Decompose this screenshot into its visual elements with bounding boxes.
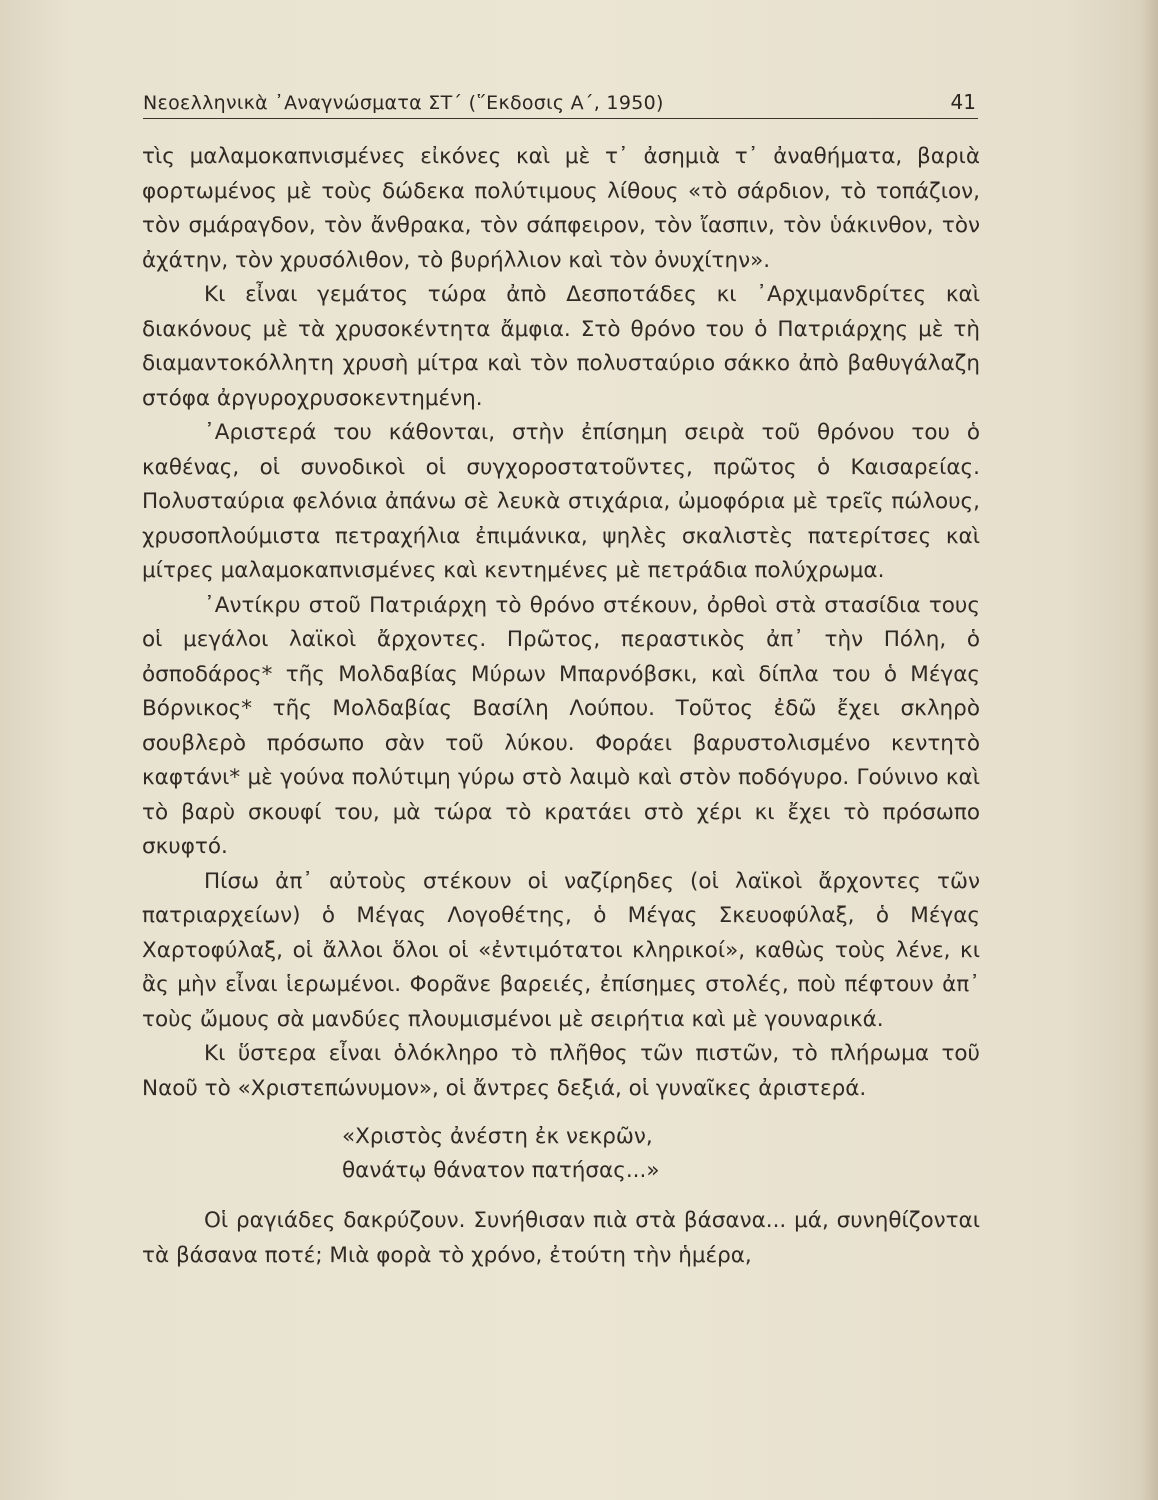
paragraph: Πίσω ἀπ᾿ αὐτοὺς στέκουν οἱ ναζίρηδες (οἱ λαϊκοὶ ἄρχοντες τῶν πατριαρχείων) ὁ Μέγας Λογοθέτης, ὁ Μέγας Σκευοφύλαξ, ὁ Μέγας Χαρτοφύλαξ, οἱ ἄλλοι ὅλοι οἱ «ἐντιμότατοι κληρικοί», καθὼς τοὺς λένε, κι ἂς μὴν εἶναι ἱερωμένοι. Φορᾶνε βαρειές, ἐπίσημες στολές, ποὺ πέφτουν ἀπ᾿ τοὺς ὤμους σὰ μανδύες πλουμισμένοι μὲ σειρήτια καὶ μὲ γουναρικά. xyxy=(142,868,980,1032)
verse-line: «Χριστὸς ἀνέστη ἐκ νεκρῶν, xyxy=(342,1124,653,1149)
running-header xyxy=(143,86,978,119)
paragraph: ᾿Αριστερά του κάθονται, στὴν ἐπίσημη σειρὰ τοῦ θρόνου του ὁ καθένας, οἱ συνοδικοὶ οἱ συγχοροστατοῦντες, πρῶτος ὁ Καισαρείας. Πολυσταύρια φελόνια ἀπάνω σὲ λευκὰ στιχάρια, ὠμοφόρια μὲ τρεῖς πώλους, χρυσοπλούμιστα πετραχήλια ἐπιμάνικα, ψηλὲς σκαλιστὲς πατερίτσες καὶ μίτρες μαλαμοκαπνισμένες καὶ κεντημένες μὲ πετράδια πολύχρωμα. xyxy=(142,420,980,583)
paragraph: ᾿Αντίκρυ στοῦ Πατριάρχη τὸ θρόνο στέκουν, ὀρθοὶ στὰ στασίδια τους οἱ μεγάλοι λαϊκοὶ ἄρχοντες. Πρῶτος, περαστικὸς ἀπ᾿ τὴν Πόλη, ὁ ὀσποδάρος* τῆς Μολδαβίας Μύρων Μπαρνόβσκι, καὶ δίπλα του ὁ Μέγας Βόρνικος* τῆς Μολδαβίας Βασίλη Λούπου. Τοῦτος ἐδῶ ἔχει σκληρὸ σουβλερὸ πρόσωπο σὰν τοῦ λύκου. Φοράει βαρυστολισμένο κεντητὸ καφτάνι* μὲ γούνα πολύτιμη γύρω στὸ λαιμὸ καὶ στὸν ποδόγυρο. Γούνινο καὶ τὸ βαρὺ σκουφί του, μὰ τώρα τὸ κρατάει στὸ χέρι κι ἔχει τὸ πρόσωπο σκυφτό. xyxy=(142,592,980,859)
paragraph: Κι ὕστερα εἶναι ὁλόκληρο τὸ πλῆθος τῶν πιστῶν, τὸ πλήρωμα τοῦ Ναοῦ τὸ «Χριστεπώνυμον», οἱ ἄντρες δεξιά, οἱ γυναῖκες ἀριστερά. xyxy=(142,1041,980,1101)
running-header-title: Νεοελληνικὰ ᾿Αναγνώσματα ΣΤ΄ (῞Εκδοσις Α΄, 1950) xyxy=(143,92,664,114)
page-number: 41 xyxy=(950,90,976,114)
verse-line: θανάτῳ θάνατον πατήσας...» xyxy=(342,1158,660,1183)
paragraph: τὶς μαλαμοκαπνισμένες εἰκόνες καὶ μὲ τ᾿ ἀσημιὰ τ᾿ ἀναθήματα, βαριὰ φορτωμένος μὲ τοὺς δώδεκα πολύτιμους λίθους «τὸ σάρδιον, τὸ τοπάζιον, τὸν σμάραγδον, τὸν ἄνθρακα, τὸν σάπφειρον, τὸν ἴασπιν, τὸν ὑάκινθον, τὸν ἀχάτην, τὸν χρυσόλιθον, τὸ βυρήλλιον καὶ τὸν ὀνυχίτην». xyxy=(142,144,980,273)
paragraph: Οἱ ραγιάδες δακρύζουν. Συνήθισαν πιὰ στὰ βάσανα... μά, συνηθίζονται τὰ βάσανα ποτέ; Μιὰ φορὰ τὸ χρόνο, ἐτούτη τὴν ἡμέρα, xyxy=(142,1208,980,1268)
page-edge-shadow xyxy=(1140,0,1158,1500)
paragraph: Κι εἶναι γεμάτος τώρα ἀπὸ Δεσποτάδες κι ᾿Αρχιμανδρίτες καὶ διακόνους μὲ τὰ χρυσοκέντητα ἄμφια. Στὸ θρόνο του ὁ Πατριάρχης μὲ τὴ διαμαντοκόλλητη χρυσὴ μίτρα καὶ τὸν πολυσταύριο σάκκο ἀπὸ βαθυγάλαζη στόφα ἀργυροχρυσοκεντημένη. xyxy=(142,282,980,411)
hymn-verse xyxy=(342,1120,980,1188)
body-text xyxy=(142,140,980,1273)
